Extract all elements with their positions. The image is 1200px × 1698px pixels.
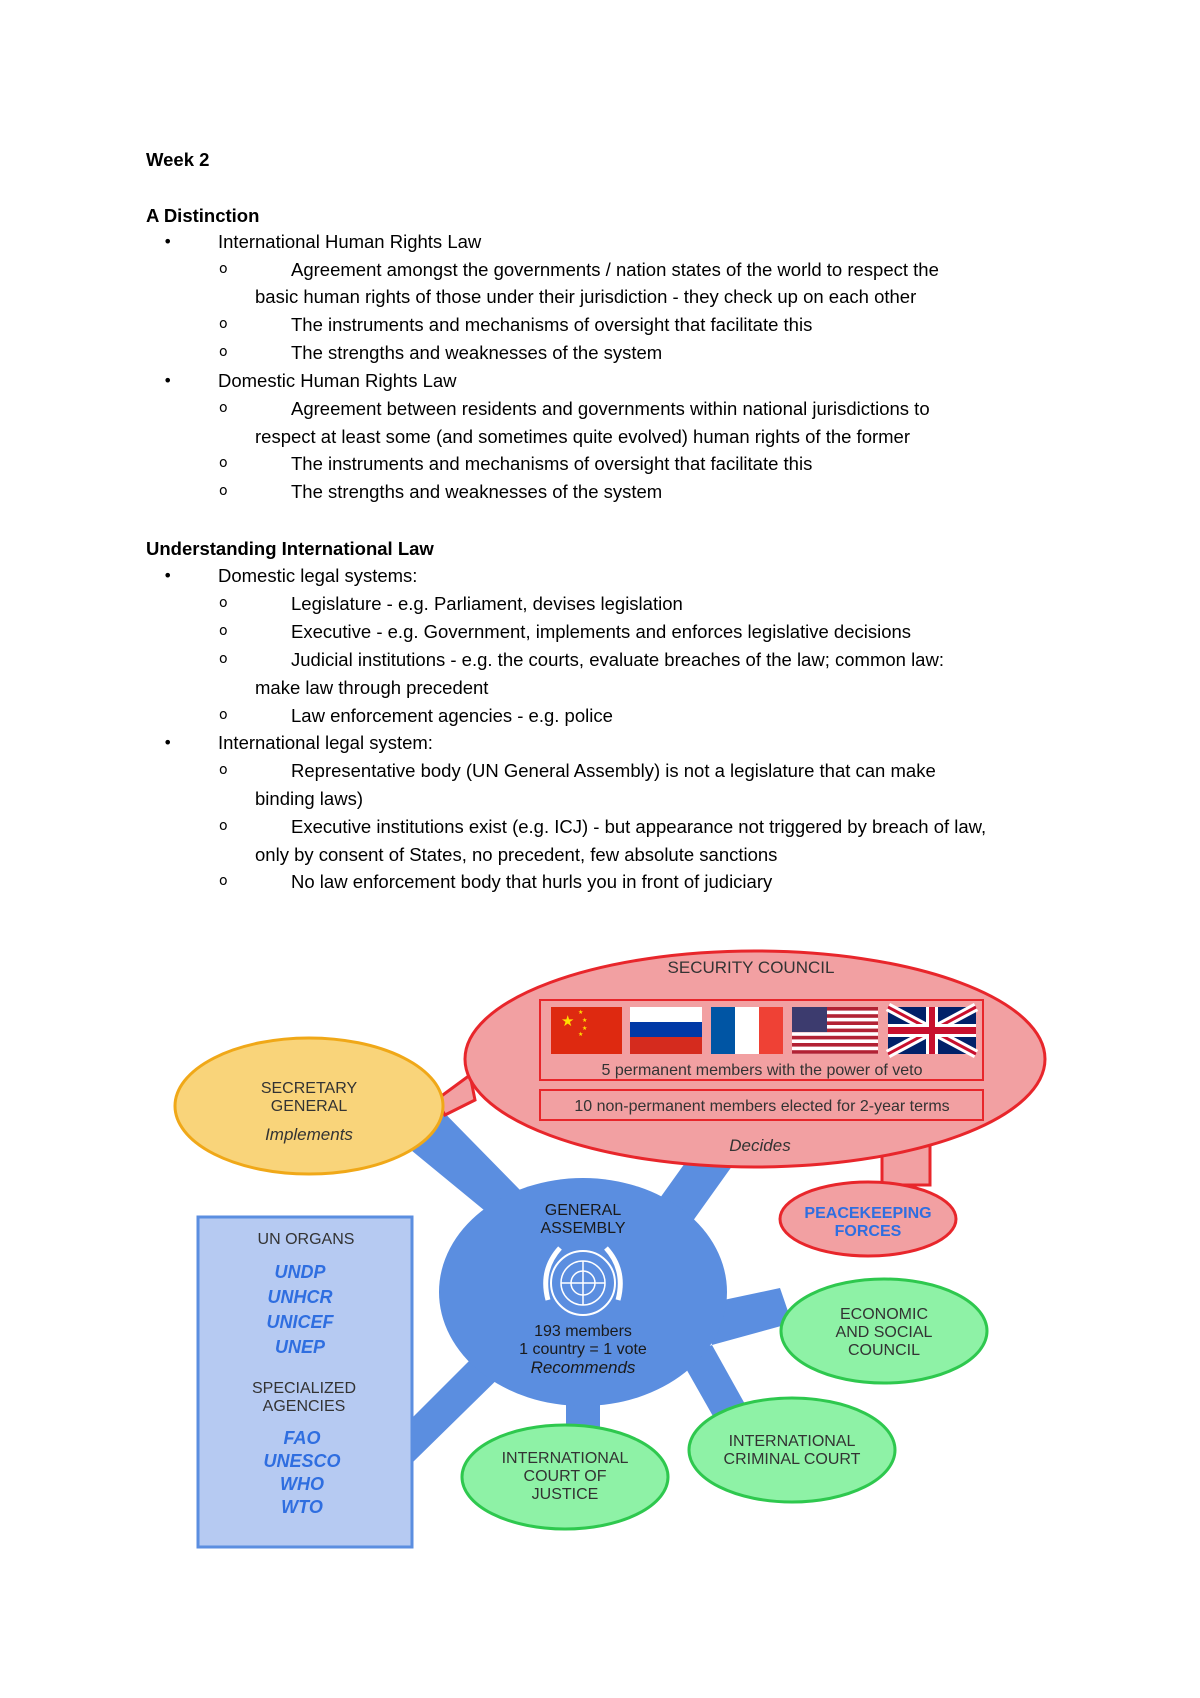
- specialized-agencies-line2: AGENCIES: [262, 1398, 346, 1415]
- bullet-dot: •: [163, 371, 173, 390]
- sub-bullet-circle: o: [219, 818, 228, 834]
- bullet-item: International Human Rights Law: [218, 231, 482, 252]
- icc-bubble: [689, 1398, 895, 1502]
- china-flag: [551, 1007, 622, 1054]
- page-heading: Week 2: [146, 149, 210, 170]
- specialized-agency-item: WTO: [281, 1497, 323, 1517]
- general-assembly-group: [439, 1178, 727, 1406]
- bullet-item: Domestic Human Rights Law: [218, 370, 457, 391]
- sub-bullet-circle: o: [219, 400, 228, 416]
- icc-group: [689, 1398, 895, 1502]
- secretary-general-role: Implements: [265, 1125, 353, 1144]
- secretary-general-group: [175, 1038, 443, 1174]
- peacekeeping-line1: PEACEKEEPING: [804, 1205, 932, 1222]
- un-organ-item: UNHCR: [267, 1287, 333, 1307]
- un-organ-item: UNICEF: [266, 1312, 334, 1332]
- sub-bullet-circle: o: [219, 261, 228, 277]
- sub-bullet-circle: o: [219, 651, 228, 667]
- specialized-agency-item: WHO: [280, 1474, 324, 1494]
- sub-bullet-item-continued: make law through precedent: [255, 677, 489, 698]
- sub-bullet-circle: o: [219, 873, 228, 889]
- sub-bullet-circle: o: [219, 455, 228, 471]
- ecosoc-line2: AND SOCIAL: [835, 1324, 933, 1341]
- general-assembly-line1: GENERAL: [544, 1202, 622, 1219]
- sub-bullet-item: Agreement between residents and governments within national jurisdictions to: [291, 398, 930, 419]
- sub-bullet-item: No law enforcement body that hurls you in front of judiciary: [291, 871, 773, 892]
- sub-bullet-item: The instruments and mechanisms of oversight that facilitate this: [291, 314, 813, 335]
- sub-bullet-circle: o: [219, 316, 228, 332]
- specialized-agency-item: UNESCO: [263, 1451, 341, 1471]
- icj-group: [462, 1425, 668, 1529]
- bullet-item: Domestic legal systems:: [218, 565, 418, 586]
- sub-bullet-item: Executive - e.g. Government, implements and enforces legislative decisions: [291, 621, 912, 642]
- bullet-item: International legal system:: [218, 732, 433, 753]
- bullet-dot: •: [163, 733, 173, 752]
- un-organ-item: UNDP: [274, 1262, 326, 1282]
- icj-line2: COURT OF: [523, 1468, 607, 1485]
- bullet-dot: •: [163, 232, 173, 251]
- sub-bullet-item-continued: respect at least some (and sometimes quite evolved) human rights of the former: [255, 426, 910, 447]
- sub-bullet-item: Judicial institutions - e.g. the courts, evaluate breaches of the law; common law:: [291, 649, 944, 670]
- sub-bullet-circle: o: [219, 762, 228, 778]
- un-organs-group: [198, 1217, 412, 1547]
- sub-bullet-item: The strengths and weaknesses of the system: [291, 481, 663, 502]
- sub-bullet-circle: o: [219, 707, 228, 723]
- general-assembly-line2: ASSEMBLY: [540, 1220, 626, 1237]
- sub-bullet-circle: o: [219, 483, 228, 499]
- france-flag: [711, 1007, 783, 1054]
- non-permanent-members-label: 10 non-permanent members elected for 2-year terms: [574, 1098, 950, 1115]
- icj-line1: INTERNATIONAL: [501, 1450, 629, 1467]
- un-organs-title: UN ORGANS: [257, 1231, 355, 1248]
- ecosoc-line3: COUNCIL: [847, 1342, 921, 1359]
- bullet-dot: •: [163, 566, 173, 585]
- sub-bullet-item: Legislature - e.g. Parliament, devises legislation: [291, 593, 683, 614]
- usa-flag: [792, 1007, 878, 1054]
- sub-bullet-item: Executive institutions exist (e.g. ICJ) - but appearance not triggered by breach of law,: [291, 816, 987, 837]
- peacekeeping-line2: FORCES: [834, 1223, 902, 1240]
- icj-line3: JUSTICE: [531, 1486, 599, 1503]
- sub-bullet-item: Law enforcement agencies - e.g. police: [291, 705, 613, 726]
- general-assembly-vote: 1 country = 1 vote: [519, 1341, 647, 1358]
- sub-bullet-item-continued: binding laws): [255, 788, 363, 809]
- sub-bullet-circle: o: [219, 344, 228, 360]
- sub-bullet-item: The strengths and weaknesses of the system: [291, 342, 663, 363]
- ecosoc-line1: ECONOMIC: [840, 1306, 928, 1323]
- svg-text:★: ★: [578, 1010, 584, 1016]
- security-council-role: Decides: [729, 1136, 791, 1155]
- security-council-title: SECURITY COUNCIL: [667, 958, 835, 977]
- general-assembly-members: 193 members: [534, 1323, 632, 1340]
- ecosoc-group: [781, 1279, 987, 1383]
- permanent-members-label: 5 permanent members with the power of veto: [601, 1062, 923, 1079]
- sub-bullet-item: Agreement amongst the governments / nation states of the world to respect the: [291, 259, 939, 280]
- sub-bullet-circle: o: [219, 623, 228, 639]
- uk-flag: [888, 1007, 976, 1054]
- sub-bullet-circle: o: [219, 595, 228, 611]
- un-organ-item: UNEP: [274, 1337, 326, 1357]
- secretary-general-line2: GENERAL: [270, 1098, 348, 1115]
- svg-text:★: ★: [578, 1032, 584, 1038]
- specialized-agency-item: FAO: [283, 1428, 321, 1448]
- russia-flag: [630, 1007, 702, 1054]
- section-title-understanding: Understanding International Law: [146, 538, 434, 559]
- sub-bullet-item-continued: only by consent of States, no precedent, few absolute sanctions: [255, 844, 778, 865]
- section-title-distinction: A Distinction: [146, 205, 260, 226]
- sub-bullet-item-continued: basic human rights of those under their jurisdiction - they check up on each other: [255, 286, 917, 307]
- sub-bullet-item: Representative body (UN General Assembly) is not a legislature that can make: [291, 760, 936, 781]
- secretary-general-line1: SECRETARY: [260, 1080, 358, 1097]
- svg-text:★: ★: [582, 1026, 588, 1032]
- svg-text:★: ★: [582, 1018, 588, 1024]
- general-assembly-role: Recommends: [530, 1358, 636, 1377]
- icc-line2: CRIMINAL COURT: [723, 1451, 861, 1468]
- security-council-bubble: [465, 951, 1045, 1167]
- icc-line1: INTERNATIONAL: [728, 1433, 856, 1450]
- svg-text:★: ★: [561, 1013, 575, 1030]
- specialized-agencies-line1: SPECIALIZED: [251, 1380, 357, 1397]
- sub-bullet-item: The instruments and mechanisms of oversight that facilitate this: [291, 453, 813, 474]
